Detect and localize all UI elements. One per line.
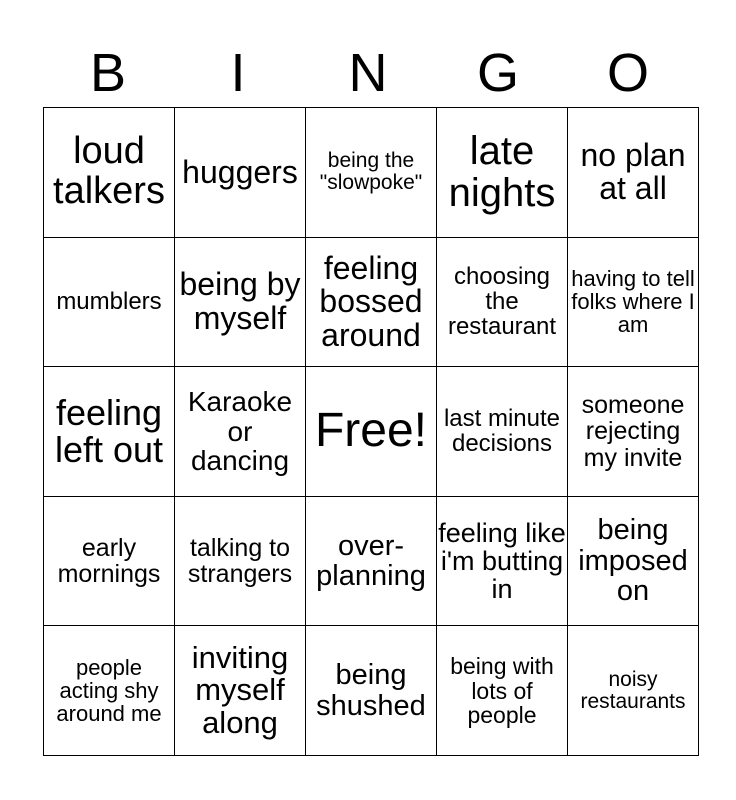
header-letter-n: N xyxy=(348,43,388,103)
cell-text: being by myself xyxy=(179,266,301,336)
cell-text: noisy restaurants xyxy=(580,667,686,713)
cell-text: Karaoke or dancing xyxy=(187,386,293,477)
bingo-cell[interactable] xyxy=(568,367,699,497)
cell-text: last minute decisions xyxy=(443,405,561,458)
cell-text: Free! xyxy=(314,404,428,458)
cell-text: inviting myself along xyxy=(191,639,289,740)
cell-text: being imposed on xyxy=(578,514,688,608)
cell-text: choosing the restaurant xyxy=(447,263,557,341)
bingo-cell[interactable] xyxy=(44,237,175,367)
bingo-cell[interactable] xyxy=(437,496,568,626)
header-letter-g: G xyxy=(476,43,519,103)
bingo-cell[interactable] xyxy=(437,626,568,756)
bingo-cell[interactable] xyxy=(44,108,175,238)
cell-text: being with lots of people xyxy=(450,653,554,728)
cell-text: feeling left out xyxy=(54,391,164,471)
bingo-cell[interactable] xyxy=(306,237,437,367)
bingo-cell[interactable] xyxy=(175,237,306,367)
free-space-cell[interactable] xyxy=(306,367,437,497)
grid-row xyxy=(44,237,699,367)
bingo-cell[interactable] xyxy=(568,626,699,756)
cell-text: people acting shy around me xyxy=(56,655,162,727)
cell-text: no plan at all xyxy=(580,136,686,207)
cell-text: someone rejecting my invite xyxy=(581,391,685,472)
bingo-cell[interactable] xyxy=(44,496,175,626)
bingo-cell[interactable] xyxy=(44,626,175,756)
cell-text: loud talkers xyxy=(53,130,165,213)
cell-text: mumblers xyxy=(56,288,162,316)
cell-text: huggers xyxy=(182,153,298,190)
cell-text: having to tell folks where I am xyxy=(571,266,695,338)
bingo-cell[interactable] xyxy=(568,108,699,238)
cell-text: early mornings xyxy=(57,533,161,589)
bingo-cell[interactable] xyxy=(437,108,568,238)
cell-text: feeling like i'm butting in xyxy=(438,517,566,605)
header-letter-b: B xyxy=(89,43,127,103)
bingo-cell[interactable] xyxy=(437,367,568,497)
cell-text: feeling bossed around xyxy=(319,249,423,353)
cell-text: being the "slowpoke" xyxy=(319,149,423,195)
bingo-cell[interactable] xyxy=(175,626,306,756)
bingo-cell[interactable] xyxy=(568,237,699,367)
bingo-cell[interactable] xyxy=(44,367,175,497)
bingo-cell[interactable] xyxy=(175,108,306,238)
bingo-cell[interactable] xyxy=(175,496,306,626)
grid-row xyxy=(44,367,699,497)
bingo-header xyxy=(43,40,693,106)
cell-text: late nights xyxy=(448,129,556,216)
bingo-cell[interactable] xyxy=(568,496,699,626)
cell-text: over-planning xyxy=(316,529,426,593)
grid-row xyxy=(44,108,699,238)
grid-row xyxy=(44,496,699,626)
bingo-cell[interactable] xyxy=(306,108,437,238)
grid-row xyxy=(44,626,699,756)
bingo-cell[interactable] xyxy=(306,496,437,626)
cell-text: being shushed xyxy=(316,659,426,722)
bingo-cell[interactable] xyxy=(175,367,306,497)
bingo-cell[interactable] xyxy=(437,237,568,367)
header-letter-i: I xyxy=(230,43,246,103)
cell-text: talking to strangers xyxy=(187,533,293,589)
bingo-cell[interactable] xyxy=(306,626,437,756)
bingo-grid xyxy=(43,107,699,756)
header-letter-o: O xyxy=(606,43,649,103)
